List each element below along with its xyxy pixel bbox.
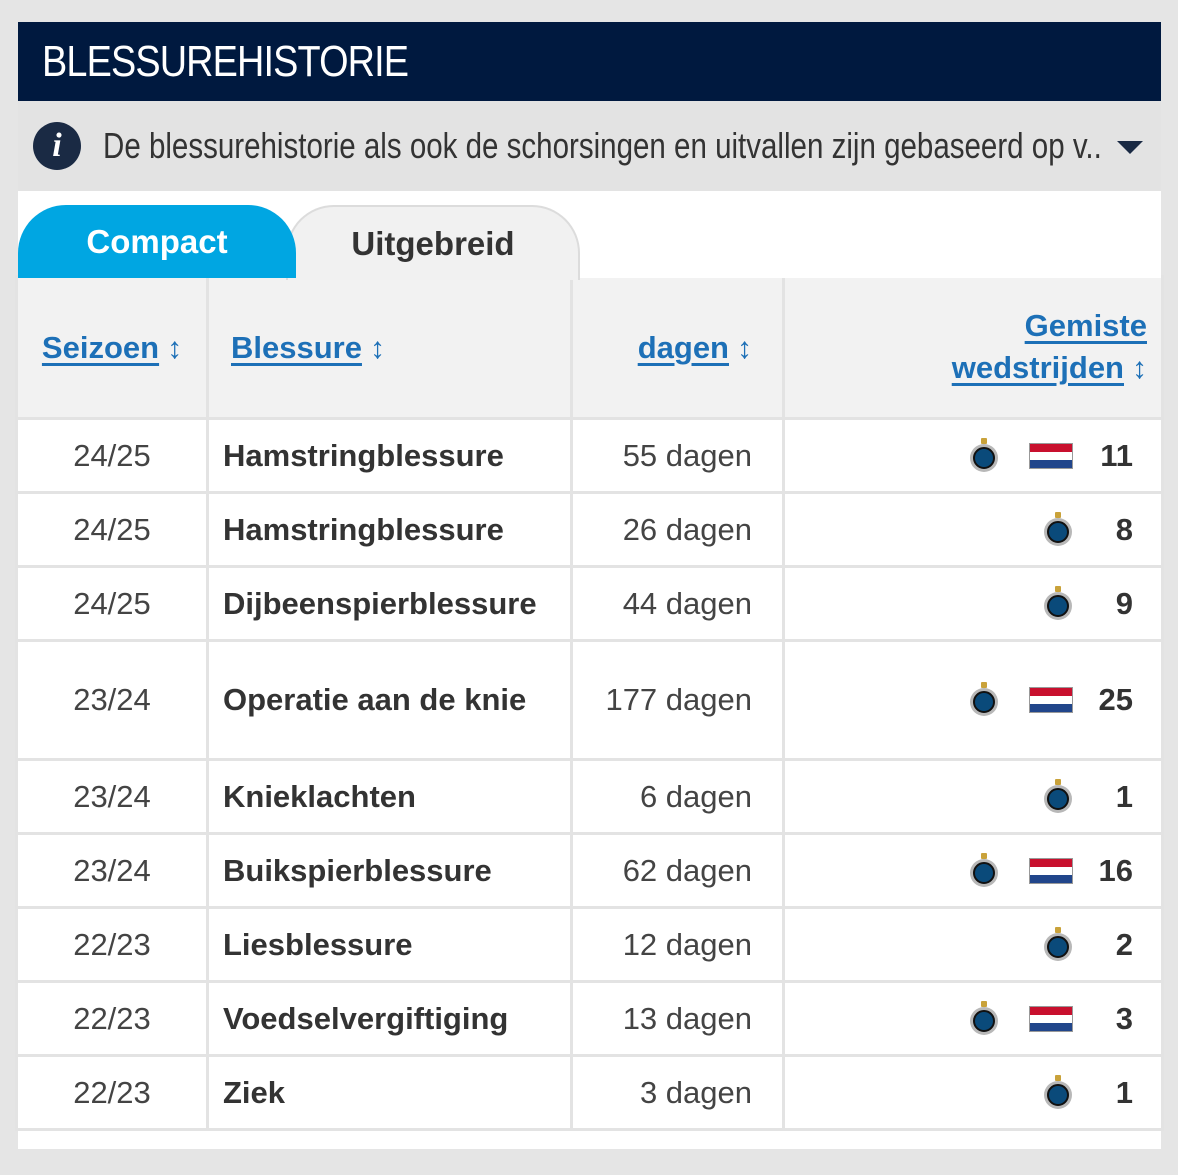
missed-games-wrap [799,586,1133,622]
cell-season: 24/25 [18,494,206,565]
cell-injury: Dijbeenspierblessure [209,568,570,639]
missed-games-wrap [799,1001,1133,1037]
missed-games-count: 1 [1115,778,1133,814]
info-bar[interactable] [18,101,1161,191]
sort-icon[interactable]: ↕ [737,331,752,365]
column-header-injury[interactable] [209,278,570,417]
missed-games-wrap [799,682,1133,718]
cell-missed-games [785,983,1161,1054]
cell-missed-games [785,642,1161,758]
table-row [18,835,1161,906]
injury-table [15,275,1164,1131]
chevron-down-icon[interactable] [1117,141,1143,154]
cell-injury: Buikspierblessure [209,835,570,906]
missed-games-count: 8 [1115,511,1133,547]
panel-title: BLESSUREHISTORIE [42,36,409,86]
netherlands-flag-icon[interactable] [1029,858,1073,884]
table-row [18,761,1161,832]
missed-games-wrap [799,853,1133,889]
cell-days: 13 dagen [573,983,782,1054]
column-header-season[interactable] [18,278,206,417]
missed-games-count: 2 [1115,926,1133,962]
cell-injury: Knieklachten [209,761,570,832]
sort-icon[interactable]: ↕ [167,331,183,365]
column-header-days[interactable] [573,278,782,417]
tab-compact[interactable] [18,205,296,278]
sort-link-injury[interactable]: Blessure [231,329,362,365]
panel-header [18,22,1161,101]
injury-history-panel [18,22,1161,1149]
missed-games-count: 25 [1098,682,1133,717]
cell-missed-games [785,494,1161,565]
cell-missed-games [785,1057,1161,1128]
column-header-missed-games[interactable] [785,278,1161,417]
club-crest-icon[interactable] [969,1001,999,1037]
tab-label: Uitgebreid [351,224,515,262]
missed-games-wrap [799,438,1133,474]
cell-missed-games [785,835,1161,906]
netherlands-flag-icon[interactable] [1029,687,1073,713]
cell-days: 12 dagen [573,909,782,980]
table-row [18,909,1161,980]
missed-games-count: 9 [1115,585,1133,621]
sort-link-season[interactable]: Seizoen [41,329,160,365]
missed-games-count: 3 [1115,1000,1133,1036]
missed-games-wrap [799,927,1133,963]
cell-missed-games [785,761,1161,832]
missed-games-count: 11 [1100,437,1133,473]
cell-missed-games [785,568,1161,639]
cell-days: 62 dagen [573,835,782,906]
club-crest-icon[interactable] [1043,586,1073,622]
missed-games-wrap [799,779,1133,815]
missed-games-count: 1 [1115,1074,1133,1110]
table-row [18,420,1161,491]
table-row [18,494,1161,565]
cell-injury: Operatie aan de knie [209,642,570,758]
cell-injury: Ziek [209,1057,570,1128]
cell-days: 177 dagen [573,642,782,758]
club-crest-icon[interactable] [969,438,999,474]
table-row [18,568,1161,639]
sort-icon[interactable]: ↕ [369,331,385,365]
cell-days: 26 dagen [573,494,782,565]
club-crest-icon[interactable] [1043,779,1073,815]
cell-days: 6 dagen [573,761,782,832]
cell-injury: Hamstringblessure [209,420,570,491]
missed-games-wrap [799,1075,1133,1111]
missed-games-wrap [799,512,1133,548]
cell-season: 22/23 [18,909,206,980]
sort-link-missed-games-1[interactable]: Gemiste [1024,308,1147,344]
table-row [18,983,1161,1054]
cell-season: 22/23 [18,1057,206,1128]
tab-bar [18,191,1161,278]
cell-injury: Liesblessure [209,909,570,980]
cell-season: 24/25 [18,568,206,639]
cell-injury: Hamstringblessure [209,494,570,565]
missed-games-count: 16 [1098,852,1133,888]
cell-days: 3 dagen [573,1057,782,1128]
sort-link-days[interactable]: dagen [637,329,729,365]
sort-icon[interactable]: ↕ [1132,352,1147,386]
cell-days: 44 dagen [573,568,782,639]
table-header-row [18,278,1161,417]
tab-uitgebreid[interactable] [286,205,580,280]
sort-link-missed-games-2[interactable]: wedstrijden [951,350,1124,386]
table-row [18,1057,1161,1128]
info-text: De blessurehistorie als ook de schorsingen en uitvallen zijn gebaseerd op v.. [103,125,1102,166]
club-crest-icon[interactable] [969,853,999,889]
netherlands-flag-icon[interactable] [1029,443,1073,469]
tab-label: Compact [86,222,228,260]
club-crest-icon[interactable] [1043,512,1073,548]
info-icon: i [33,122,81,170]
cell-injury: Voedselvergiftiging [209,983,570,1054]
cell-season: 23/24 [18,761,206,832]
table-row [18,642,1161,758]
cell-season: 23/24 [18,642,206,758]
cell-days: 55 dagen [573,420,782,491]
cell-season: 24/25 [18,420,206,491]
club-crest-icon[interactable] [1043,1075,1073,1111]
cell-season: 22/23 [18,983,206,1054]
cell-missed-games [785,909,1161,980]
cell-missed-games [785,420,1161,491]
netherlands-flag-icon[interactable] [1029,1006,1073,1032]
cell-season: 23/24 [18,835,206,906]
club-crest-icon[interactable] [969,682,999,718]
club-crest-icon[interactable] [1043,927,1073,963]
